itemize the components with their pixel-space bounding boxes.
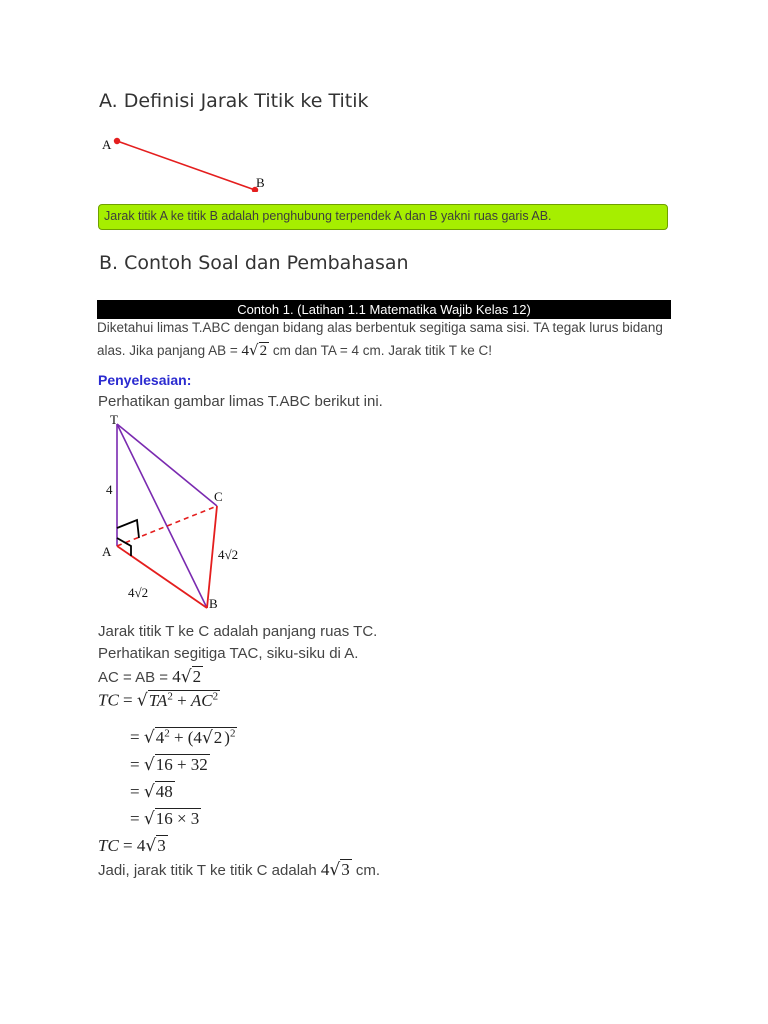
math-4-sqrt2: 4√2 xyxy=(241,341,268,359)
edge-bc xyxy=(207,506,217,608)
equation-line-4: = √48 xyxy=(130,782,173,802)
label-b: B xyxy=(209,596,218,611)
solution-label xyxy=(98,372,191,388)
segment-ab-line xyxy=(117,141,255,190)
label-ab-length: 4√2 xyxy=(128,585,149,600)
problem-line-2-pre: alas. Jika panjang AB = xyxy=(97,343,238,358)
pyramid-figure xyxy=(95,410,265,620)
right-angle-marker-ac xyxy=(117,520,139,538)
problem-line-2 xyxy=(97,341,492,360)
equation-line-2: = $√4^2 + (4√2$ )$^2$ xyxy=(130,727,236,748)
label-ta-length: 4 xyxy=(106,482,113,497)
conclusion-pre: Jadi, jarak titik T ke titik C adalah xyxy=(98,862,317,879)
equation-line-6: TC = 4√3 xyxy=(98,836,166,856)
problem-line-2-mid: cm dan TA = 4 cm. Jarak titik T ke C! xyxy=(272,343,493,358)
point-a-dot xyxy=(114,138,120,144)
figure-intro: Perhatikan gambar limas T.ABC berikut ini. xyxy=(98,393,383,410)
label-point-a: A xyxy=(102,137,112,152)
segment-ab-diagram xyxy=(95,130,295,192)
label-c: C xyxy=(214,489,223,504)
math-ac-value: 4√2 xyxy=(172,667,202,687)
equation-line-3: = √16 + 32 xyxy=(130,755,208,775)
label-point-b: B xyxy=(256,175,265,190)
conclusion-line xyxy=(98,860,380,880)
equation-line-5: = √16 × 3 xyxy=(130,809,200,829)
example-title-bar: Contoh 1. (Latihan 1.1 Matematika Wajib Kelas 12) xyxy=(97,300,671,319)
solution-line-1: Jarak titik T ke C adalah panjang ruas TC. xyxy=(98,623,378,640)
definition-box: Jarak titik A ke titik B adalah penghubung terpendek A dan B yakni ruas garis AB. xyxy=(98,204,668,230)
solution-line-3-pre: AC = AB = xyxy=(98,669,169,686)
equation-line-1: TC = $√TA^2 + AC^2$ xyxy=(98,690,219,711)
math-4-sqrt3: 4√3 xyxy=(320,860,350,880)
solution-line-2: Perhatikan segitiga TAC, siku-siku di A. xyxy=(98,645,359,662)
conclusion-post: cm. xyxy=(355,862,381,879)
solution-label-text: Penyelesaian xyxy=(98,372,187,388)
label-a: A xyxy=(102,544,112,559)
problem-line-1: Diketahui limas T.ABC dengan bidang alas berbentuk segitiga sama sisi. TA tegak lurus bidang xyxy=(97,320,663,335)
label-bc-length: 4√2 xyxy=(218,547,239,562)
solution-label-colon: : xyxy=(186,372,192,388)
section-a-heading: A. Definisi Jarak Titik ke Titik xyxy=(99,90,369,112)
label-t: T xyxy=(110,412,118,427)
section-b-heading: B. Contoh Soal dan Pembahasan xyxy=(99,252,409,274)
solution-line-3 xyxy=(98,667,203,687)
edge-tc xyxy=(117,424,217,506)
